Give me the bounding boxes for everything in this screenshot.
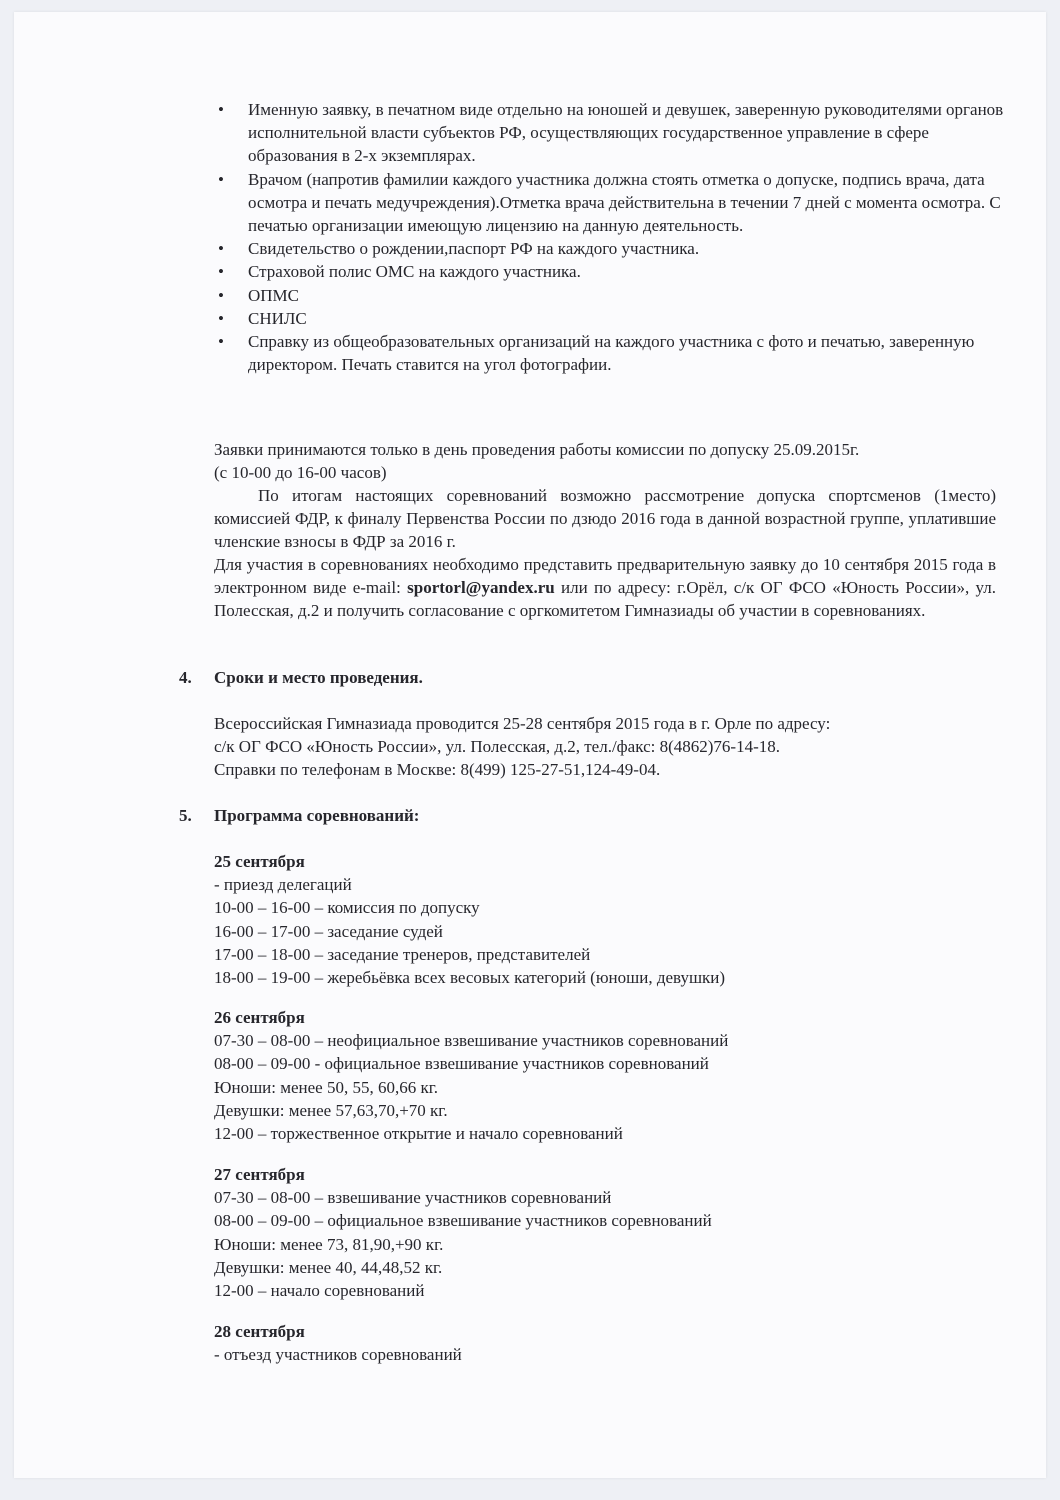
list-item: • Врачом (напротив фамилии каждого участника должна стоять отметка о допуске, подпись врача, дата осмотра и печать медучреждения).Отметка врача действительна в течении 7 дней с момента осмотра. С печатью организации имеющую лицензию на данную деятельность.: [248, 168, 1004, 238]
list-item: • СНИЛС: [248, 307, 1004, 330]
schedule-date: 26 сентября: [214, 1008, 305, 1027]
schedule-item: 08-00 – 09-00 - официальное взвешивание участников соревнований: [214, 1054, 709, 1074]
schedule-item: - отъезд участников соревнований: [214, 1345, 462, 1365]
results-paragraph: По итогам настоящих соревнований возможно рассмотрение допуска спортсменов (1место) комиссией ФДР, к финалу Первенства России по дзюдо 2016 года в данной возрастной группе, уплатившие членские взносы в ФДР за 2016 г.: [214, 486, 996, 552]
section-title: Программа соревнований:: [214, 806, 420, 825]
schedule-date: 25 сентября: [214, 852, 305, 871]
schedule-item: - приезд делегаций: [214, 875, 352, 895]
venue-info: [214, 712, 996, 782]
section-heading: [179, 666, 423, 689]
schedule-day: [214, 850, 996, 989]
schedule-item: 18-00 – 19-00 – жеребьёвка всех весовых категорий (юноши, девушки): [214, 968, 726, 988]
schedule-day: [214, 1320, 996, 1366]
schedule-item: Девушки: менее 57,63,70,+70 кг.: [214, 1100, 448, 1120]
schedule-item: 12-00 – торжественное открытие и начало соревнований: [214, 1124, 623, 1144]
schedule-item: 10-00 – 16-00 – комиссия по допуску: [214, 898, 480, 918]
list-item: • Справку из общеобразовательных организаций на каждого участника с фото и печатью, заверенную директором. Печать ставится на угол фотографии.: [248, 330, 1004, 376]
schedule-item: 16-00 – 17-00 – заседание судей: [214, 921, 443, 941]
applications-note: [214, 438, 996, 484]
schedule-item: 08-00 – 09-00 – официальное взвешивание участников соревнований: [214, 1211, 712, 1231]
list-item: • Свидетельство о рождении,паспорт РФ на каждого участника.: [248, 237, 1004, 260]
list-item: • Страховой полис ОМС на каждого участника.: [248, 260, 1004, 283]
document-page: [14, 12, 1046, 1478]
schedule-item: 07-30 – 08-00 – взвешивание участников соревнований: [214, 1188, 612, 1208]
schedule-day: [214, 1006, 996, 1145]
participation-text: Для участия в соревнованиях необходимо представить предварительную заявку до 10 сентября 2015 года в электронном виде e-mail:: [214, 555, 996, 598]
requirements-list: [248, 98, 1004, 376]
schedule-item: 07-30 – 08-00 – неофициальное взвешивание участников соревнований: [214, 1031, 729, 1051]
document-content: [14, 12, 1046, 1478]
section-number: 4.: [179, 668, 192, 687]
schedule-day: [214, 1163, 996, 1302]
participation-paragraph: [214, 553, 996, 623]
schedule-date: 28 сентября: [214, 1322, 305, 1341]
schedule-item: 12-00 – начало соревнований: [214, 1281, 425, 1301]
schedule-item: Юноши: менее 73, 81,90,+90 кг.: [214, 1234, 444, 1254]
email-address: sportorl@yandex.ru: [407, 578, 555, 598]
section-number: 5.: [179, 806, 192, 825]
applications-hours: (с 10-00 до 16-00 часов): [214, 463, 387, 483]
applications-line: Заявки принимаются только в день проведения работы комиссии по допуску 25.09.2015г.: [214, 440, 860, 459]
venue-line: Справки по телефонам в Москве: 8(499) 125-27-51,124-49-04.: [214, 760, 661, 780]
list-item: • Именную заявку, в печатном виде отдельно на юношей и девушек, заверенную руководителями органов исполнительной власти субъектов РФ, осуществляющих государственное управление в сфере образования в 2-х экземплярах.: [248, 98, 1004, 168]
list-item: • ОПМС: [248, 284, 1004, 307]
venue-line: с/к ОГ ФСО «Юность России», ул. Полесская, д.2, тел./факс: 8(4862)76-14-18.: [214, 737, 780, 757]
section-title: Сроки и место проведения.: [214, 668, 423, 687]
schedule-item: Юноши: менее 50, 55, 60,66 кг.: [214, 1077, 439, 1097]
schedule-item: 17-00 – 18-00 – заседание тренеров, представителей: [214, 944, 591, 964]
schedule-date: 27 сентября: [214, 1165, 305, 1184]
venue-line: Всероссийская Гимназиада проводится 25-28 сентября 2015 года в г. Орле по адресу:: [214, 714, 831, 733]
section-heading: [179, 804, 419, 827]
schedule-item: Девушки: менее 40, 44,48,52 кг.: [214, 1257, 443, 1277]
participation-text: или по адресу: г.Орёл, с/к ОГ ФСО «Юность России», ул. Полесская, д.2 и получить согласование с оргкомитетом Гимназиады об участии в соревнованиях.: [214, 578, 996, 621]
